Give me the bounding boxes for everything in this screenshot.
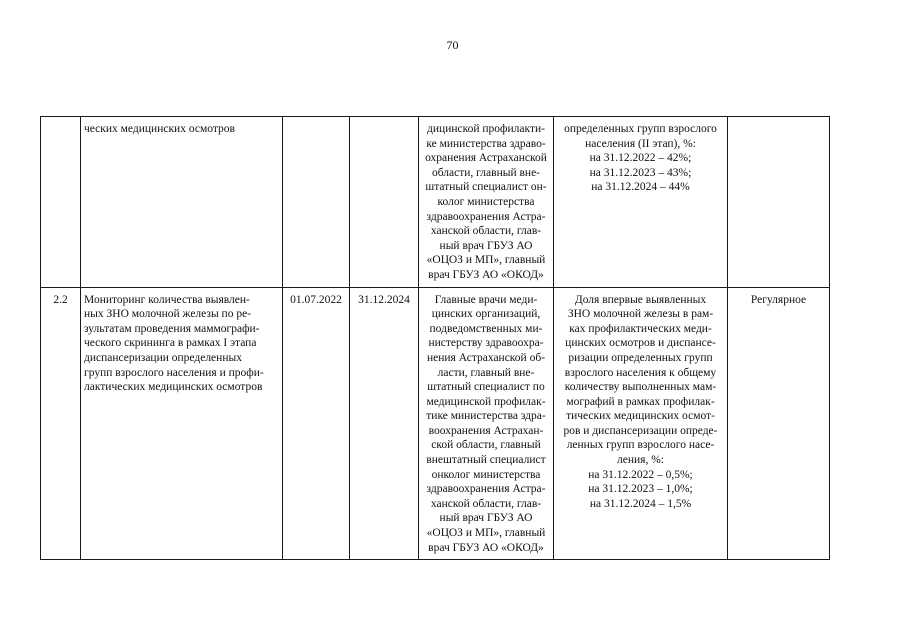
text-line: диспансеризации определенных [84,351,242,364]
text-line: воохранения Астрахан- [428,424,544,437]
text-line: штатный специалист по [427,381,545,394]
table-row [41,287,830,560]
text-line: онколог министерства [431,468,541,481]
text-line: медицинской профилак- [426,395,546,408]
text-line: ческого скрининга в рамках I этапа [84,337,257,350]
text-line: на 31.12.2024 – 44% [591,181,690,194]
text-line: ЗНО молочной железы в рам- [567,308,714,321]
task-cell [81,287,283,560]
text-line: «ОЦОЗ и МП», главный [426,527,546,540]
text-line: количеству выполненных мам- [564,381,717,394]
text-line: врач ГБУЗ АО «ОКОД» [428,268,544,281]
text-line: лактических медицинских осмотров [84,381,263,394]
text-line: цинских организаций, [431,308,541,321]
text-line: тике министерства здра- [426,410,546,423]
text-line: ный врач ГБУЗ АО [439,239,533,252]
text-line: ласти, главный вне- [437,366,535,379]
text-line: ханской области, глав- [430,225,542,238]
text-line: колог министерства [437,195,535,208]
text-line: ный врач ГБУЗ АО [439,512,533,525]
row-number-cell: 2.2 [41,287,81,560]
text-line: охранения Астраханской [425,152,547,165]
text-line: штатный специалист он- [425,181,547,194]
text-line: на 31.12.2024 – 1,5% [589,497,692,510]
text-line: на 31.12.2022 – 42%; [589,152,692,165]
start-date-cell [283,117,350,288]
row-number-cell [41,117,81,288]
text-line: ров и диспансеризации опреде- [563,424,718,437]
end-date-cell: 31.12.2024 [350,287,419,560]
end-date-cell [350,117,419,288]
text-line: ных ЗНО молочной железы по ре- [84,308,252,321]
text-line: на 31.12.2022 – 0,5%; [588,468,693,481]
text-line: ленных групп взрослого насе- [566,439,715,452]
table-row [41,117,830,288]
text-line: здравоохранения Астра- [426,483,546,496]
periodicity-cell [728,117,830,288]
text-line: групп взрослого населения и профи- [84,366,264,379]
text-line: нения Астраханской об- [426,351,546,364]
periodicity-cell: Регулярное [728,287,830,560]
text-line: взрослого населения к общему [564,366,717,379]
text-line: Главные врачи меди- [434,293,538,306]
responsible-cell [419,117,554,288]
start-date-cell: 01.07.2022 [283,287,350,560]
text-line: нистерству здравоохра- [428,337,544,350]
text-line: тических медицинских осмот- [566,410,715,423]
text-line: цинских осмотров и диспансе- [565,337,716,350]
indicator-cell [554,117,728,288]
text-line: ческих медицинских осмотров [84,123,235,135]
text-line: Мониторинг количества выявлен- [84,293,250,306]
activity-table [40,116,830,560]
text-line: ской области, главный [431,439,541,452]
text-line: внештатный специалист [426,454,546,467]
text-line: ризации определенных групп [568,351,713,364]
text-line: зультатам проведения маммографи- [84,322,260,335]
text-line: врач ГБУЗ АО «ОКОД» [428,541,544,554]
page-number: 70 [446,38,459,52]
text-line: здравоохранения Астра- [426,210,546,223]
text-line: ханской области, глав- [430,497,542,510]
task-cell [81,117,283,288]
text-line: области, главный вне- [431,166,541,179]
text-line: ках профилактических меди- [569,322,712,335]
text-line: определенных групп взрослого [564,123,717,135]
text-line: дицинской профилакти- [427,123,545,135]
text-line: на 31.12.2023 – 1,0%; [588,483,693,496]
text-line: подведомственных ми- [429,322,543,335]
text-line: Доля впервые выявленных [574,293,707,306]
text-line: ления, %: [617,454,664,467]
text-line: «ОЦОЗ и МП», главный [426,254,546,267]
responsible-cell [419,287,554,560]
text-line: ке министерства здраво- [426,137,546,150]
text-line: мографий в рамках профилак- [566,395,715,408]
text-line: населения (II этап), %: [585,137,696,150]
indicator-cell [554,287,728,560]
text-line: на 31.12.2023 – 43%; [589,166,692,179]
